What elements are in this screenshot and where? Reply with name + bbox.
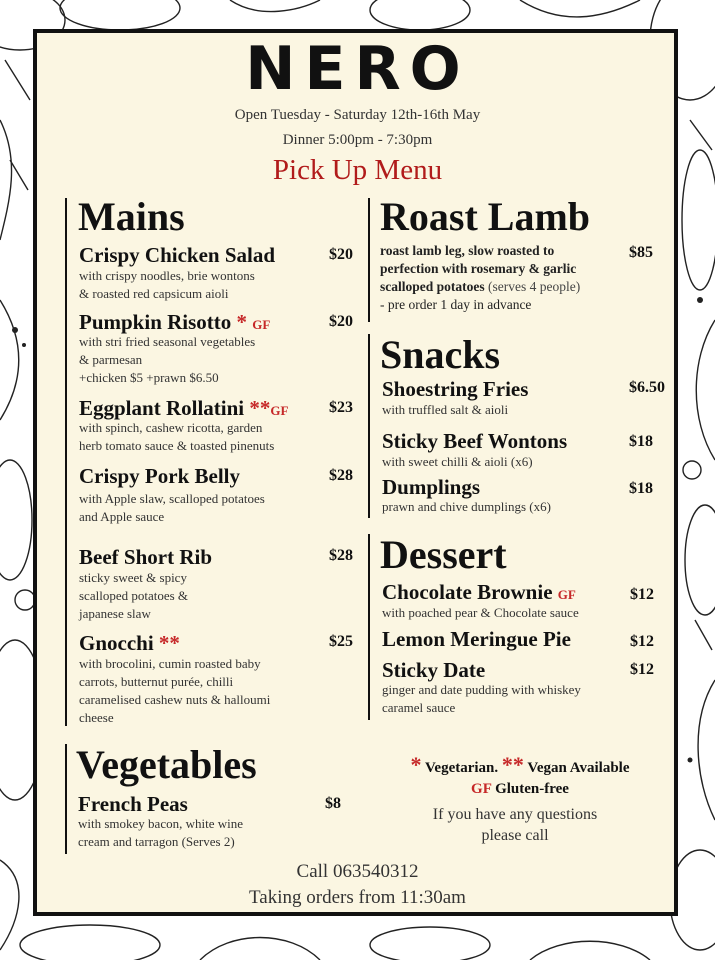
menu-item-name: Shoestring Fries — [382, 377, 529, 401]
gf-legend: GF Gluten-free — [471, 781, 569, 797]
menu-item-name: Dumplings — [382, 475, 481, 499]
gf-tag: GF — [471, 781, 492, 797]
menu-item-price: $18 — [629, 480, 653, 497]
mains-heading: Mains — [78, 194, 185, 239]
dinner-hours: Dinner 5:00pm - 7:30pm — [282, 132, 433, 148]
menu-item-desc: with Apple slaw, scalloped potatoes and Apple sauce — [79, 491, 265, 524]
menu-item-name: Crispy Pork Belly — [79, 464, 240, 488]
menu-item-name: Pumpkin Risotto * GF — [79, 310, 271, 334]
menu-item-price: $28 — [329, 467, 353, 484]
roast-lamb-desc: roast lamb leg, slow roasted to perfection with rosemary & garlic scalloped potatoes (serves 4 people) - pre order 1 day in advance — [380, 243, 581, 312]
menu-item-name: Lemon Meringue Pie — [382, 627, 571, 651]
vegan-marker: ** — [249, 396, 271, 420]
menu-item-name: Sticky Date — [382, 658, 486, 682]
snacks-rule — [368, 334, 370, 518]
menu-item-price: $23 — [329, 399, 353, 416]
menu-item-desc: with truffled salt & aioli — [382, 402, 509, 417]
phone-number: Call 063540312 — [296, 861, 419, 882]
menu-item-name: Beef Short Rib — [79, 545, 212, 569]
menu-title: Pick Up Menu — [272, 154, 443, 186]
menu-item-price: $6.50 — [629, 379, 665, 396]
menu-item-name: Chocolate Brownie GF — [382, 580, 576, 604]
menu-item-desc: with crispy noodles, brie wontons & roasted red capsicum aioli — [79, 268, 255, 301]
menu-item-name: Sticky Beef Wontons — [382, 429, 568, 453]
menu-item-price: $20 — [329, 313, 353, 330]
menu-item-price: $12 — [630, 661, 654, 678]
vegetarian-marker: * — [236, 310, 248, 334]
roast-lamb-heading: Roast Lamb — [380, 194, 591, 239]
menu-item-name: Eggplant Rollatini **GF — [79, 396, 289, 420]
ordering-hours: Taking orders from 11:30am — [249, 887, 466, 908]
menu-item-desc: with smokey bacon, white wine cream and tarragon (Serves 2) — [78, 816, 243, 849]
menu-item-desc: sticky sweet & spicy scalloped potatoes & japanese slaw — [79, 570, 189, 621]
open-days: Open Tuesday - Saturday 12th-16th May — [234, 107, 481, 123]
menu-item-name: French Peas — [78, 792, 188, 816]
gf-tag: GF — [270, 403, 289, 418]
vegan-marker: ** — [158, 631, 180, 655]
menu-item-price: $8 — [325, 795, 341, 812]
menu-item-name: Gnocchi ** — [79, 631, 180, 655]
vegan-marker: ** — [501, 752, 524, 777]
menu-item-desc: with poached pear & Chocolate sauce — [382, 605, 579, 620]
vegetables-heading: Vegetables — [76, 742, 257, 787]
vegetarian-marker: * — [410, 752, 422, 777]
roast-lamb-rule — [368, 198, 370, 322]
dessert-heading: Dessert — [380, 532, 507, 577]
menu-item-price: $85 — [629, 244, 653, 261]
menu-item-price: $28 — [329, 547, 353, 564]
logo: NERO — [245, 34, 470, 104]
menu-item-price: $20 — [329, 246, 353, 263]
mains-rule — [65, 198, 67, 726]
diet-legend: * Vegetarian. ** Vegan Available — [410, 752, 630, 777]
menu-item-desc: with stri fried seasonal vegetables & parmesan +chicken $5 +prawn $6.50 — [79, 334, 256, 385]
dessert-rule — [368, 534, 370, 720]
menu-item-desc: ginger and date pudding with whiskey caramel sauce — [382, 682, 581, 715]
menu-item-price: $12 — [630, 633, 654, 650]
menu-item-desc: with spinch, cashew ricotta, garden herb tomato sauce & toasted pinenuts — [79, 420, 275, 453]
gf-tag: GF — [252, 317, 271, 332]
menu-item-price: $12 — [630, 586, 654, 603]
menu-item-price: $18 — [629, 433, 653, 450]
menu-item-desc: with sweet chilli & aioli (x6) — [382, 454, 533, 469]
menu-item-desc: with brocolini, cumin roasted baby carrots, butternut purée, chilli caramelised cashew nuts & halloumi cheese — [79, 656, 271, 725]
gf-tag: GF — [557, 587, 576, 602]
menu-item-name: Crispy Chicken Salad — [79, 243, 276, 267]
vegetables-rule — [65, 744, 67, 854]
questions-note: If you have any questions please call — [432, 806, 598, 844]
menu-item-desc: prawn and chive dumplings (x6) — [382, 499, 551, 514]
snacks-heading: Snacks — [380, 332, 501, 377]
menu-item-price: $25 — [329, 633, 353, 650]
